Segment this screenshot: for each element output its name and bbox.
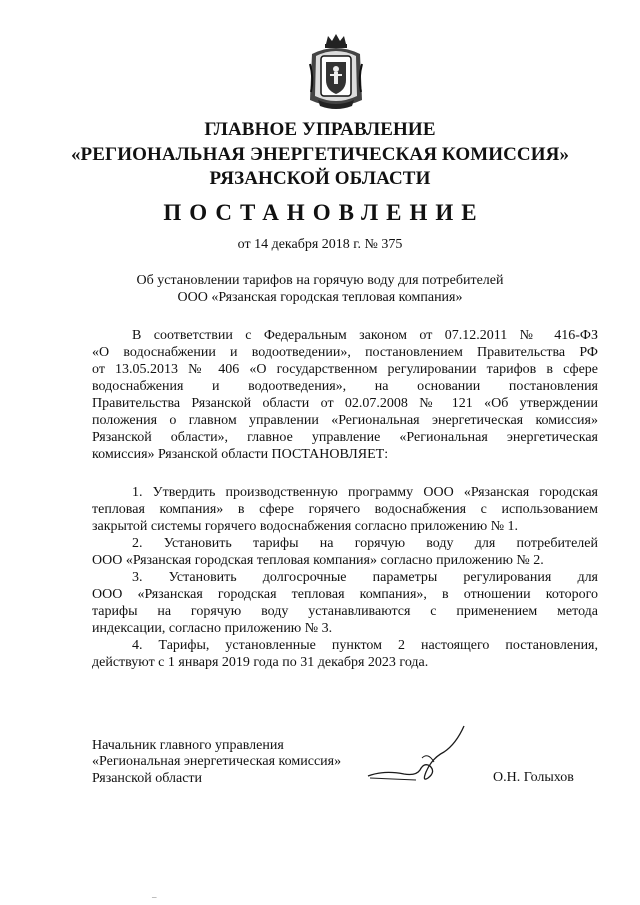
document-subject-line-2: ООО «Рязанская городская тепловая компания» (177, 290, 463, 305)
item-2-line: ООО «Рязанская городская тепловая компания» согласно приложению № 2. (92, 553, 544, 568)
signatory-position-line-2: «Региональная энергетическая комиссия» (92, 754, 342, 769)
coat-of-arms-icon (308, 34, 364, 114)
preamble-line: положения о главном управлении «Региональная энергетическая комиссия» (92, 413, 598, 428)
preamble-line: от 13.05.2013 № 406 «О государственном регулировании тарифов в сфере (92, 362, 598, 377)
item-3-line: 3. Установить долгосрочные параметры регулирования для (132, 570, 598, 585)
preamble-line: Правительства Рязанской области от 02.07.2008 № 121 «Об утверждении (92, 396, 598, 411)
item-1-line: 1. Утвердить производственную программу ООО «Рязанская городская (132, 485, 598, 500)
preamble-line: водоснабжения и водоотведения», на основании постановления (92, 379, 598, 394)
handwritten-signature-icon (364, 722, 474, 786)
document-date-number: от 14 декабря 2018 г. № 375 (237, 237, 403, 252)
item-3-line: индексации, согласно приложению № 3. (92, 621, 333, 636)
signatory-position-line-3: Рязанской области (92, 771, 203, 786)
authority-name-line-2: «РЕГИОНАЛЬНАЯ ЭНЕРГЕТИЧЕСКАЯ КОМИССИЯ» (70, 144, 570, 165)
page-footer-mark: – (152, 892, 157, 902)
preamble-line: комиссия» Рязанской области ПОСТАНОВЛЯЕТ: (92, 447, 389, 462)
item-4-line: 4. Тарифы, установленные пунктом 2 настоящего постановления, (132, 638, 598, 653)
document-subject-line-1: Об установлении тарифов на горячую воду для потребителей (136, 273, 504, 288)
item-1-line: закрытой системы горячего водоснабжения согласно приложению № 1. (92, 519, 519, 534)
authority-name-line-1: ГЛАВНОЕ УПРАВЛЕНИЕ (204, 119, 436, 140)
document-type-title: ПОСТАНОВЛЕНИЕ (163, 200, 485, 225)
item-4-line: действуют с 1 января 2019 года по 31 декабря 2023 года. (92, 655, 429, 670)
preamble-line: «О водоснабжении и водоотведении», постановлением Правительства РФ (92, 345, 598, 360)
item-2-line: 2. Установить тарифы на горячую воду для потребителей (132, 536, 598, 551)
authority-name-line-3: РЯЗАНСКОЙ ОБЛАСТИ (209, 168, 431, 189)
preamble-line: В соответствии с Федеральным законом от 07.12.2011 № 416-ФЗ (132, 328, 598, 343)
signatory-position-line-1: Начальник главного управления (92, 738, 284, 753)
item-3-line: тарифы на горячую воду устанавливаются с применением метода (92, 604, 598, 619)
preamble-line: Рязанской области», главное управление «Региональная энергетическая (92, 430, 598, 445)
signatory-name: О.Н. Голыхов (493, 770, 574, 785)
item-3-line: ООО «Рязанская городская тепловая компания», в отношении которого (92, 587, 598, 602)
item-1-line: тепловая компания» в сфере горячего водоснабжения с использованием (92, 502, 598, 517)
